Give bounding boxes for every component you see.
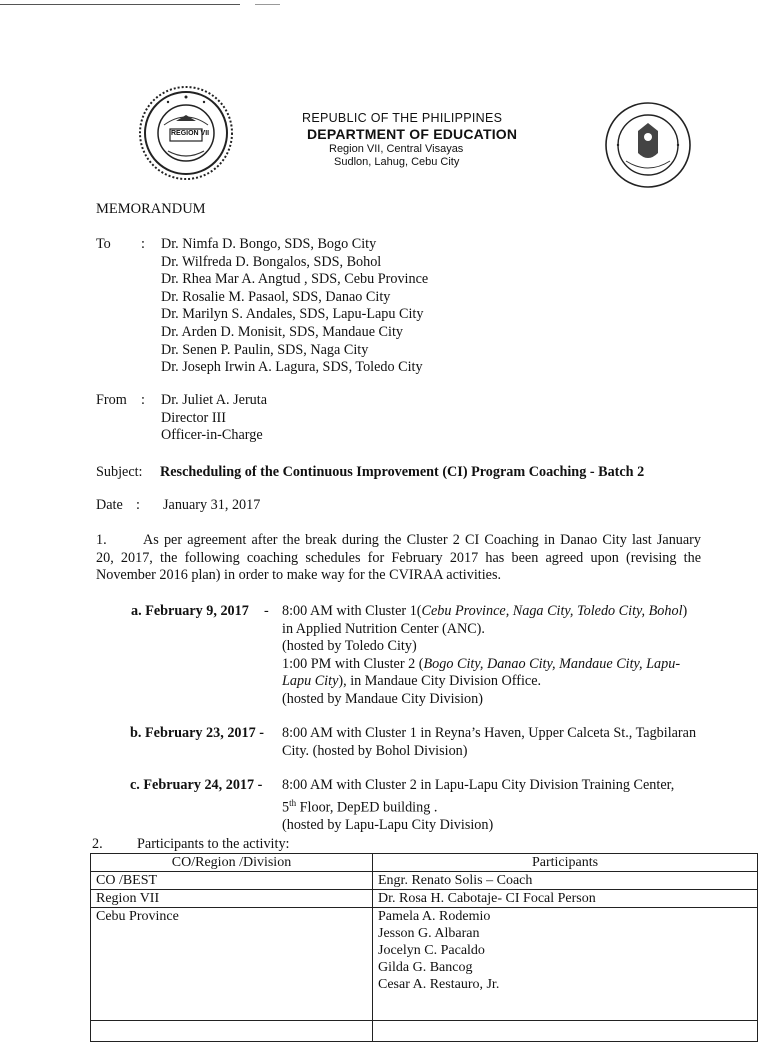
from-label: From — [96, 392, 127, 408]
schedule-a-line: 1:00 PM with Cluster 2 (Bogo City, Danao City, Mandaue City, Lapu- — [282, 655, 681, 672]
schedule-a-date: a. February 9, 2017 — [131, 603, 249, 619]
date-label: Date — [96, 497, 123, 513]
table-row — [91, 890, 758, 908]
para1-line2: 20, 2017, the following coaching schedules for February 2017 has been agreed upon (revising the — [96, 550, 701, 566]
participant-name: Jocelyn C. Pacaldo — [378, 943, 485, 958]
schedule-a-details — [282, 603, 687, 709]
schedule-a-line: Lapu City), in Mandaue City Division Office. — [282, 673, 542, 690]
schedule-b-date: b. February 23, 2017 - — [130, 725, 264, 741]
schedule-a-line: (hosted by Mandaue City Division) — [282, 690, 483, 707]
recipient: Dr. Senen P. Paulin, SDS, Naga City — [161, 341, 369, 358]
recipient: Dr. Joseph Irwin A. Lagura, SDS, Toledo City — [161, 359, 423, 376]
recipient: Dr. Marilyn S. Andales, SDS, Lapu-Lapu City — [161, 306, 424, 323]
para1-line1: As per agreement after the break during the Cluster 2 CI Coaching in Danao City last January — [143, 532, 701, 548]
table-cell-people: Engr. Renato Solis – Coach — [373, 872, 758, 890]
participants-table — [90, 853, 758, 1042]
table-cell-unit: Cebu Province — [91, 908, 373, 1021]
table-header: Participants — [373, 854, 758, 872]
recipient: Dr. Nimfa D. Bongo, SDS, Bogo City — [161, 236, 377, 252]
schedule-b-details — [282, 725, 696, 760]
schedule-b-line: City. (hosted by Bohol Division) — [282, 742, 468, 759]
recipients-list — [161, 236, 428, 377]
para1-number: 1. — [96, 532, 107, 548]
para2-text: Participants to the activity: — [137, 836, 290, 852]
schedule-a-dash: - — [264, 603, 269, 619]
table-cell-people: Dr. Rosa H. Cabotaje- CI Focal Person — [373, 890, 758, 908]
schedule-a-line: (hosted by Toledo City) — [282, 638, 417, 655]
schedule-b-line: 8:00 AM with Cluster 1 in Reyna’s Haven, Upper Calceta St., Tagbilaran — [282, 725, 697, 741]
schedule-c-date: c. February 24, 2017 - — [130, 777, 263, 793]
recipient: Dr. Rhea Mar A. Angtud , SDS, Cebu Province — [161, 271, 429, 288]
recipient: Dr. Arden D. Monisit, SDS, Mandaue City — [161, 323, 403, 340]
table-row — [91, 908, 758, 1021]
letterhead-region: Region VII, Central Visayas — [329, 143, 464, 155]
from-role: Officer-in-Charge — [161, 427, 263, 444]
letterhead-department: DEPARTMENT OF EDUCATION — [307, 126, 518, 142]
memo-heading: MEMORANDUM — [96, 201, 206, 217]
participant-name: Pamela A. Rodemio — [378, 909, 491, 924]
schedule-c-line: (hosted by Lapu-Lapu City Division) — [282, 816, 494, 833]
deped-region7-seal — [138, 85, 234, 181]
deped-national-seal — [604, 101, 692, 189]
schedule-c-details — [282, 777, 674, 835]
scan-artifact-line — [255, 4, 280, 5]
letterhead-address: Sudlon, Lahug, Cebu City — [334, 156, 460, 168]
letterhead-republic: REPUBLIC OF THE PHILIPPINES — [302, 111, 503, 125]
from-block — [161, 392, 267, 445]
table-row — [91, 872, 758, 890]
subject-label: Subject: — [96, 464, 143, 480]
from-title: Director III — [161, 409, 226, 426]
table-header: CO/Region /Division — [91, 854, 373, 872]
table-cell-people — [373, 908, 758, 1021]
para1-line3: November 2016 plan) in order to make way for the CVIRAA activities. — [96, 567, 502, 583]
from-colon: : — [141, 392, 145, 408]
date-value: January 31, 2017 — [163, 497, 261, 513]
participant-name: Jesson G. Albaran — [378, 926, 480, 941]
recipient: Dr. Rosalie M. Pasaol, SDS, Danao City — [161, 288, 391, 305]
schedule-a-line: in Applied Nutrition Center (ANC). — [282, 620, 485, 637]
seal-region-label: REGION VII — [171, 130, 210, 137]
recipient: Dr. Wilfreda D. Bongalos, SDS, Bohol — [161, 253, 382, 270]
schedule-c-line: 8:00 AM with Cluster 2 in Lapu-Lapu City Division Training Center, — [282, 777, 675, 793]
to-colon: : — [141, 236, 145, 252]
schedule-c-line: 5th Floor, DepED building . — [282, 797, 438, 816]
participant-name: Gilda G. Bancog — [378, 960, 473, 975]
from-name: Dr. Juliet A. Jeruta — [161, 392, 267, 408]
to-label: To — [96, 236, 111, 252]
subject-text: Rescheduling of the Continuous Improvement (CI) Program Coaching - Batch 2 — [160, 464, 645, 480]
participant-name: Cesar A. Restauro, Jr. — [378, 977, 500, 992]
table-cell-unit: CO /BEST — [91, 872, 373, 890]
schedule-a-line: 8:00 AM with Cluster 1(Cebu Province, Naga City, Toledo City, Bohol) — [282, 603, 688, 619]
scan-artifact-line — [0, 4, 240, 5]
date-colon: : — [136, 497, 140, 513]
table-header-row — [91, 854, 758, 872]
table-cell-unit: Region VII — [91, 890, 373, 908]
para2-number: 2. — [92, 836, 103, 852]
